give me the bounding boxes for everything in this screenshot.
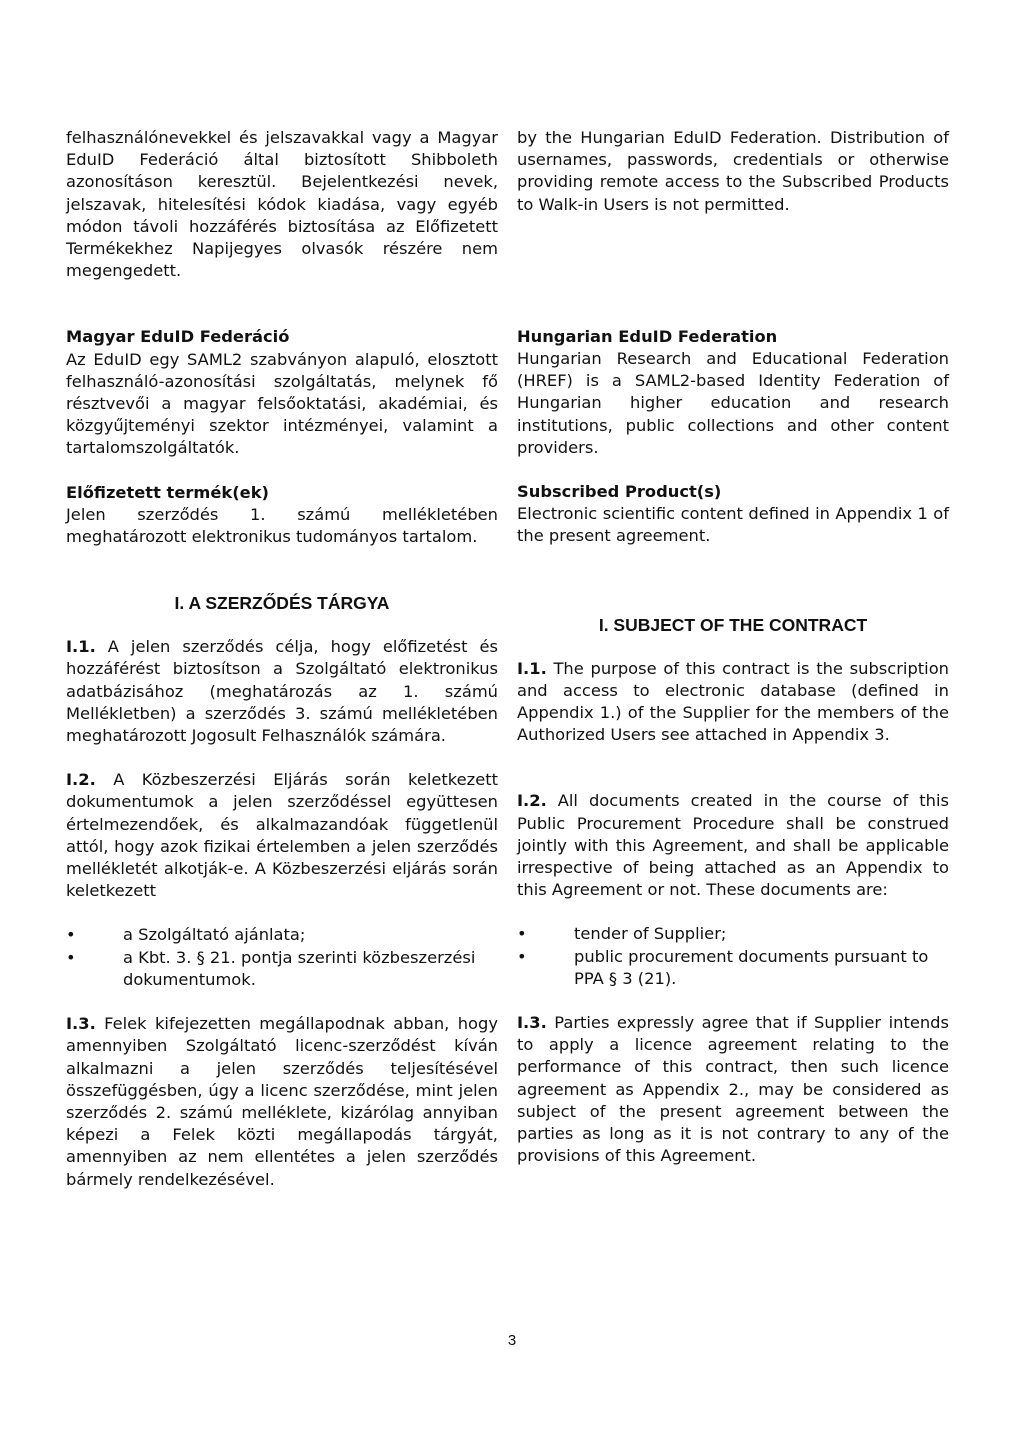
product-paragraph: Electronic scientific content defined in Appendix 1 of the present agreement. xyxy=(517,504,949,546)
clause-1 xyxy=(66,636,498,747)
page-number: 3 xyxy=(507,1332,517,1349)
intro-paragraph: by the Hungarian EduID Federation. Distribution of usernames, passwords, credentials or otherwise providing remote access to the Subscribed Products to Walk-in Users is not permitted. xyxy=(517,128,949,214)
list-item: • public procurement documents pursuant to PPA § 3 (21). xyxy=(517,946,949,990)
clause-text: The purpose of this contract is the subscription and access to electronic database (defined in Appendix 1.) of the Supplier for the members of the Authorized Users see attached in Appendix 3. xyxy=(517,658,949,745)
bullet-list xyxy=(66,924,498,991)
clause-number: I.3. xyxy=(517,1013,547,1033)
clause-text: A Közbeszerzési Eljárás során keletkezett dokumentumok a jelen szerződéssel együttesen értelmezendőek, és alkalmazandóak függetlenül attól, hogy azok fizikai értelemben a jelen szerződés mellékletét alkotják-e. A Közbeszerzési eljárás során keletkezett xyxy=(66,770,498,901)
clause-text: A jelen szerződés célja, hogy előfizetést és hozzáférést biztosítson a Szolgáltató elektronikus adatbázisához (meghatározás az 1. számú Mellékletben) a szerződés 3. számú mellékletében meghatározott Jogosult Felhasználók számára. xyxy=(66,637,498,746)
clause-number: I.1. xyxy=(517,658,547,678)
list-item: • tender of Supplier; xyxy=(517,923,949,945)
clause-3 xyxy=(517,1012,949,1167)
clause-number: I.3. xyxy=(66,1014,96,1034)
federation-paragraph: Az EduID egy SAML2 szabványon alapuló, elosztott felhasználó-azonosítási szolgáltatás, melynek fő résztvevői a magyar felsőoktatási, akadémiai, és közgyűjteményi szektor intézményei, valamint a tartalomszolgáltatók. xyxy=(66,349,498,458)
list-item: • a Kbt. 3. § 21. pontja szerinti közbeszerzési dokumentumok. xyxy=(66,947,498,991)
section-title: I. A SZERZŐDÉS TÁRGYA xyxy=(174,593,390,614)
intro-paragraph: felhasználónevekkel és jelszavakkal vagy a Magyar EduID Federáció által biztosított Shibboleth azonosításon keresztül. Bejelentkezési nevek, jelszavak, hitelesítési kódok kiadása, vagy egyéb módon távoli hozzáférés biztosítása az Előfizetett Termékekhez Napijegyes olvasók részére nem megengedett. xyxy=(66,128,498,281)
clause-text: All documents created in the course of this Public Procurement Procedure shall be construed jointly with this Agreement, and shall be applicable irrespective of being attached as an Appendix to this Agreement or not. These documents are: xyxy=(517,791,949,900)
federation-heading: Magyar EduID Federáció xyxy=(66,327,290,347)
clause-3 xyxy=(66,1013,498,1191)
product-heading: Előfizetett termék(ek) xyxy=(66,482,269,502)
english-column xyxy=(517,127,949,1168)
product-heading: Subscribed Product(s) xyxy=(517,482,722,502)
clause-text: Felek kifejezetten megállapodnak abban, hogy amennyiben Szolgáltató licenc-szerződést kíván alkalmazni a jelen szerződés teljesítésével összefüggésben, úgy a licenc szerződése, mint jelen szerződés 2. számú melléklete, kizárólag annyiban képezi a Felek közti megállapodás tárgyát, amennyiben az nem ellentétes a jelen szerződés bármely rendelkezésével. xyxy=(66,1014,498,1189)
section-title: I. SUBJECT OF THE CONTRACT xyxy=(598,614,868,635)
clause-number: I.2. xyxy=(517,791,547,811)
hungarian-column xyxy=(66,127,498,1191)
clause-1 xyxy=(517,658,949,747)
clause-2 xyxy=(517,790,949,901)
list-item: • a Szolgáltató ajánlata; xyxy=(66,924,498,946)
clause-number: I.1. xyxy=(66,637,96,657)
bullet-list xyxy=(517,923,949,990)
product-paragraph: Jelen szerződés 1. számú mellékletében meghatározott elektronikus tudományos tartalom. xyxy=(66,504,498,547)
clause-text: Parties expressly agree that if Supplier intends to apply a licence agreement relating to the performance of this contract, then such licence agreement as Appendix 2., may be considered as subject of the present agreement between the parties as long as it is not contrary to any of the provisions of this Agreement. xyxy=(517,1013,949,1166)
clause-2 xyxy=(66,769,498,902)
federation-paragraph: Hungarian Research and Educational Federation (HREF) is a SAML2-based Identity Federation of Hungarian higher education and research institutions, public collections and other content providers. xyxy=(517,349,949,457)
clause-number: I.2. xyxy=(66,770,96,790)
federation-heading: Hungarian EduID Federation xyxy=(517,326,778,346)
